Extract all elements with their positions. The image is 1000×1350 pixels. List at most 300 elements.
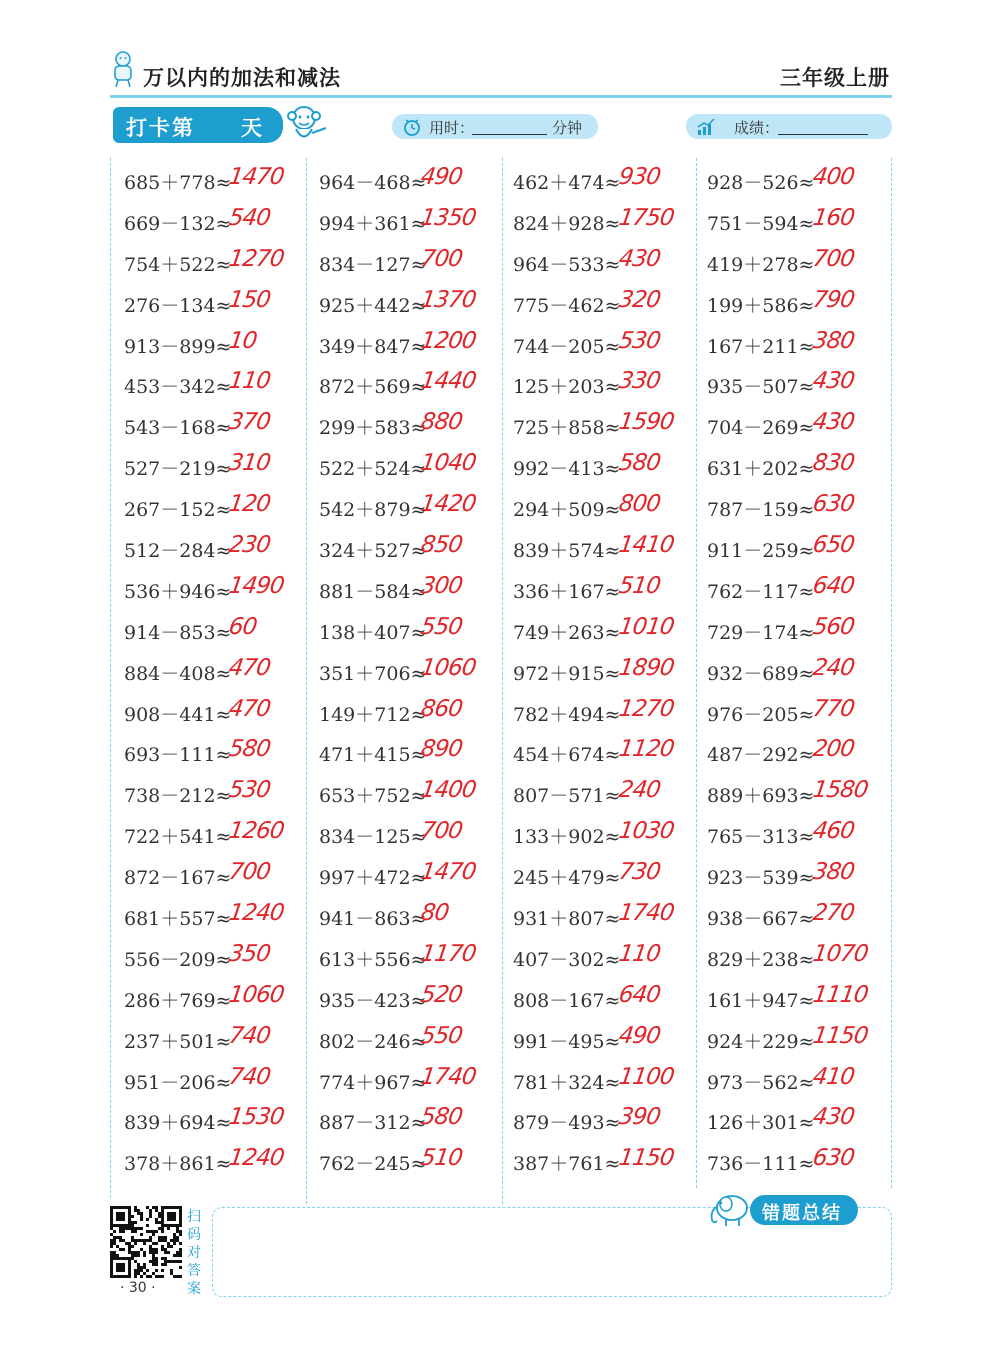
problem-row xyxy=(124,448,304,489)
handwritten-answer: 580 xyxy=(419,1104,464,1131)
problem-expression: 462＋474≈ xyxy=(513,172,621,194)
problem-expression: 911－259≈ xyxy=(707,540,815,563)
problem-row xyxy=(707,1021,887,1062)
handwritten-answer: 380 xyxy=(811,859,856,886)
handwritten-answer: 1440 xyxy=(419,368,478,395)
problem-expression: 872－167≈ xyxy=(124,867,232,890)
problem-row xyxy=(319,407,499,448)
handwritten-answer: 800 xyxy=(617,491,662,518)
problem-expression: 542＋879≈ xyxy=(319,499,427,522)
problem-row xyxy=(513,816,693,857)
handwritten-answer: 430 xyxy=(617,245,662,272)
problem-expression: 378＋861≈ xyxy=(124,1153,232,1176)
handwritten-answer: 1240 xyxy=(227,1145,286,1172)
problem-expression: 935－507≈ xyxy=(707,376,815,399)
problem-row xyxy=(707,162,887,203)
problem-expression: 964－468≈ xyxy=(319,172,427,194)
handwritten-answer: 550 xyxy=(419,1022,464,1049)
handwritten-answer: 330 xyxy=(617,368,662,395)
problem-row xyxy=(513,162,693,203)
handwritten-answer: 1400 xyxy=(419,777,478,804)
handwritten-answer: 1060 xyxy=(419,654,478,681)
handwritten-answer: 930 xyxy=(617,164,662,190)
problem-expression: 613＋556≈ xyxy=(319,948,427,971)
handwritten-answer: 10 xyxy=(227,327,259,354)
handwritten-answer: 560 xyxy=(811,613,856,640)
problem-expression: 839＋694≈ xyxy=(124,1112,232,1135)
problem-row xyxy=(124,694,304,735)
problem-row xyxy=(124,162,304,203)
problem-row xyxy=(707,571,887,612)
problem-expression: 935－423≈ xyxy=(319,989,427,1012)
handwritten-answer: 1740 xyxy=(419,1063,478,1090)
problem-row xyxy=(707,530,887,571)
problem-row xyxy=(124,285,304,326)
handwritten-answer: 850 xyxy=(419,532,464,559)
problem-row xyxy=(513,1062,693,1103)
problem-row xyxy=(513,1143,693,1184)
handwritten-answer: 240 xyxy=(811,654,856,681)
problem-row xyxy=(319,1102,499,1143)
problem-row xyxy=(319,612,499,653)
problem-row xyxy=(513,898,693,939)
problem-expression: 522＋524≈ xyxy=(319,458,427,481)
time-label: 用时： xyxy=(429,119,475,137)
header-divider xyxy=(110,95,892,98)
problem-expression: 138＋407≈ xyxy=(319,621,427,644)
problem-expression: 807－571≈ xyxy=(513,785,621,808)
problem-expression: 829＋238≈ xyxy=(707,948,815,971)
problem-row xyxy=(319,448,499,489)
problem-expression: 125＋203≈ xyxy=(513,376,621,399)
monkey-mascot-icon xyxy=(282,100,330,148)
problem-row xyxy=(319,939,499,980)
problem-expression: 782＋494≈ xyxy=(513,703,621,726)
problem-expression: 781＋324≈ xyxy=(513,1071,621,1094)
problem-expression: 454＋674≈ xyxy=(513,744,621,767)
handwritten-answer: 1120 xyxy=(617,736,676,763)
qr-code-icon xyxy=(110,1206,182,1278)
handwritten-answer: 700 xyxy=(227,859,272,886)
problem-row xyxy=(319,326,499,367)
problem-row xyxy=(707,407,887,448)
handwritten-answer: 470 xyxy=(227,654,272,681)
problem-expression: 908－441≈ xyxy=(124,703,232,726)
scan-for-answers-label: 扫码对答案 xyxy=(187,1209,201,1297)
problem-row xyxy=(124,1021,304,1062)
problem-expression: 744－205≈ xyxy=(513,335,621,358)
page-title: 万以内的加法和减法 xyxy=(143,66,341,90)
problem-expression: 161＋947≈ xyxy=(707,989,815,1012)
handwritten-answer: 1410 xyxy=(617,532,676,559)
problem-expression: 237＋501≈ xyxy=(124,1030,232,1053)
problem-row xyxy=(513,203,693,244)
handwritten-answer: 580 xyxy=(227,736,272,763)
problem-row xyxy=(707,816,887,857)
handwritten-answer: 410 xyxy=(811,1063,856,1090)
problem-expression: 914－853≈ xyxy=(124,621,232,644)
problem-expression: 749＋263≈ xyxy=(513,621,621,644)
handwritten-answer: 380 xyxy=(811,327,856,354)
problem-row xyxy=(513,694,693,735)
handwritten-answer: 520 xyxy=(419,981,464,1008)
handwritten-answer: 120 xyxy=(227,491,272,518)
handwritten-answer: 400 xyxy=(811,164,856,190)
handwritten-answer: 470 xyxy=(227,695,272,722)
problem-expression: 419＋278≈ xyxy=(707,253,815,276)
problem-row xyxy=(707,366,887,407)
problem-expression: 704－269≈ xyxy=(707,417,815,440)
problem-expression: 725＋858≈ xyxy=(513,417,621,440)
problem-row xyxy=(124,407,304,448)
problem-expression: 881－584≈ xyxy=(319,580,427,603)
handwritten-answer: 740 xyxy=(227,1022,272,1049)
problem-expression: 487－292≈ xyxy=(707,744,815,767)
problem-expression: 992－413≈ xyxy=(513,458,621,481)
problem-expression: 884－408≈ xyxy=(124,662,232,685)
problem-row xyxy=(124,244,304,285)
problem-row xyxy=(707,939,887,980)
problem-row xyxy=(124,1062,304,1103)
handwritten-answer: 270 xyxy=(811,900,856,927)
time-blank[interactable] xyxy=(472,134,547,135)
problem-expression: 167＋211≈ xyxy=(707,335,815,358)
handwritten-answer: 1420 xyxy=(419,491,478,518)
problem-row xyxy=(707,653,887,694)
handwritten-answer: 1750 xyxy=(617,204,676,231)
problem-expression: 681＋557≈ xyxy=(124,908,232,931)
handwritten-answer: 310 xyxy=(227,450,272,477)
problem-row xyxy=(319,653,499,694)
problem-expression: 669－132≈ xyxy=(124,212,232,235)
checkin-prefix: 打卡第 xyxy=(126,116,195,140)
problem-expression: 299＋583≈ xyxy=(319,417,427,440)
problem-row xyxy=(124,1102,304,1143)
handwritten-answer: 530 xyxy=(227,777,272,804)
problem-row xyxy=(124,489,304,530)
problem-row xyxy=(124,734,304,775)
problem-expression: 834－125≈ xyxy=(319,826,427,849)
problem-expression: 887－312≈ xyxy=(319,1112,427,1135)
problem-expression: 872＋569≈ xyxy=(319,376,427,399)
problem-expression: 924＋229≈ xyxy=(707,1030,815,1053)
problem-row xyxy=(513,285,693,326)
problem-row xyxy=(707,285,887,326)
problem-expression: 294＋509≈ xyxy=(513,499,621,522)
problem-expression: 938－667≈ xyxy=(707,908,815,931)
problem-expression: 133＋902≈ xyxy=(513,826,621,849)
handwritten-answer: 430 xyxy=(811,368,856,395)
problem-row xyxy=(319,571,499,612)
problem-row xyxy=(124,366,304,407)
problem-expression: 471＋415≈ xyxy=(319,744,427,767)
handwritten-answer: 1470 xyxy=(419,859,478,886)
problem-expression: 991－495≈ xyxy=(513,1030,621,1053)
handwritten-answer: 890 xyxy=(419,736,464,763)
problem-row xyxy=(319,1021,499,1062)
problem-row xyxy=(319,898,499,939)
problem-expression: 631＋202≈ xyxy=(707,458,815,481)
problem-expression: 808－167≈ xyxy=(513,989,621,1012)
problem-row xyxy=(707,244,887,285)
problem-row xyxy=(319,244,499,285)
problem-expression: 685＋778≈ xyxy=(124,172,232,194)
problem-row xyxy=(513,1102,693,1143)
problem-expression: 527－219≈ xyxy=(124,458,232,481)
problem-expression: 972＋915≈ xyxy=(513,662,621,685)
column-border-left xyxy=(110,158,111,1198)
handwritten-answer: 630 xyxy=(811,491,856,518)
handwritten-answer: 1100 xyxy=(617,1063,676,1090)
problem-row xyxy=(513,407,693,448)
handwritten-answer: 430 xyxy=(811,409,856,436)
problem-expression: 536＋946≈ xyxy=(124,580,232,603)
problem-row xyxy=(124,653,304,694)
problem-row xyxy=(707,448,887,489)
handwritten-answer: 80 xyxy=(419,900,451,927)
handwritten-answer: 650 xyxy=(811,532,856,559)
handwritten-answer: 860 xyxy=(419,695,464,722)
problem-expression: 889＋693≈ xyxy=(707,785,815,808)
problem-row xyxy=(513,366,693,407)
problem-column xyxy=(124,162,304,1184)
handwritten-answer: 1150 xyxy=(811,1022,870,1049)
problem-row xyxy=(707,898,887,939)
elephant-icon xyxy=(706,1188,750,1228)
problem-row xyxy=(124,857,304,898)
problem-expression: 964－533≈ xyxy=(513,253,621,276)
problem-row xyxy=(707,612,887,653)
handwritten-answer: 1590 xyxy=(617,409,676,436)
problem-row xyxy=(707,857,887,898)
problem-expression: 351＋706≈ xyxy=(319,662,427,685)
problem-row xyxy=(707,1143,887,1184)
problem-row xyxy=(124,775,304,816)
problem-row xyxy=(319,162,499,203)
handwritten-answer: 1110 xyxy=(811,981,870,1008)
column-separator xyxy=(502,158,503,1204)
handwritten-answer: 1260 xyxy=(227,818,286,845)
problem-expression: 931＋807≈ xyxy=(513,908,621,931)
handwritten-answer: 350 xyxy=(227,940,272,967)
handwritten-answer: 320 xyxy=(617,286,662,313)
problem-expression: 941－863≈ xyxy=(319,908,427,931)
problem-row xyxy=(319,1062,499,1103)
handwritten-answer: 640 xyxy=(617,981,662,1008)
handwritten-answer: 300 xyxy=(419,572,464,599)
handwritten-answer: 530 xyxy=(617,327,662,354)
problem-expression: 997＋472≈ xyxy=(319,867,427,890)
problem-row xyxy=(124,816,304,857)
problem-expression: 693－111≈ xyxy=(124,744,232,767)
column-border-right xyxy=(891,158,892,1188)
handwritten-answer: 390 xyxy=(617,1104,662,1131)
handwritten-answer: 1070 xyxy=(811,940,870,967)
problem-expression: 928－526≈ xyxy=(707,172,815,194)
handwritten-answer: 1010 xyxy=(617,613,676,640)
problem-row xyxy=(707,1102,887,1143)
bar-chart-icon xyxy=(696,117,716,137)
problem-expression: 543－168≈ xyxy=(124,417,232,440)
handwritten-answer: 700 xyxy=(419,245,464,272)
handwritten-answer: 580 xyxy=(617,450,662,477)
handwritten-answer: 490 xyxy=(419,164,464,190)
problem-row xyxy=(513,775,693,816)
problem-row xyxy=(513,326,693,367)
handwritten-answer: 1490 xyxy=(227,572,286,599)
problem-row xyxy=(707,775,887,816)
problem-row xyxy=(124,326,304,367)
handwritten-answer: 110 xyxy=(227,368,272,395)
handwritten-answer: 830 xyxy=(811,450,856,477)
handwritten-answer: 540 xyxy=(227,204,272,231)
mistake-summary-label: 错题总结 xyxy=(762,1203,842,1224)
problem-expression: 762－245≈ xyxy=(319,1153,427,1176)
problem-row xyxy=(513,980,693,1021)
handwritten-answer: 510 xyxy=(617,572,662,599)
problem-expression: 286＋769≈ xyxy=(124,989,232,1012)
problem-expression: 556－209≈ xyxy=(124,948,232,971)
handwritten-answer: 1040 xyxy=(419,450,478,477)
problem-row xyxy=(319,285,499,326)
handwritten-answer: 1740 xyxy=(617,900,676,927)
problem-expression: 824＋928≈ xyxy=(513,212,621,235)
problem-expression: 324＋527≈ xyxy=(319,540,427,563)
problem-row xyxy=(319,775,499,816)
problem-row xyxy=(513,244,693,285)
problem-expression: 754＋522≈ xyxy=(124,253,232,276)
problem-expression: 879－493≈ xyxy=(513,1112,621,1135)
problem-expression: 349＋847≈ xyxy=(319,335,427,358)
problem-row xyxy=(319,816,499,857)
problem-expression: 802－246≈ xyxy=(319,1030,427,1053)
problem-expression: 199＋586≈ xyxy=(707,294,815,317)
score-field xyxy=(686,114,892,139)
problem-expression: 722＋541≈ xyxy=(124,826,232,849)
handwritten-answer: 1030 xyxy=(617,818,676,845)
handwritten-answer: 550 xyxy=(419,613,464,640)
problem-row xyxy=(124,980,304,1021)
problem-row xyxy=(124,571,304,612)
score-label: 成绩： xyxy=(734,119,780,137)
column-separator xyxy=(696,158,697,1188)
problem-expression: 973－562≈ xyxy=(707,1071,815,1094)
problem-expression: 336＋167≈ xyxy=(513,580,621,603)
problem-row xyxy=(319,857,499,898)
handwritten-answer: 1270 xyxy=(617,695,676,722)
score-blank[interactable] xyxy=(778,134,868,135)
problem-column xyxy=(707,162,887,1184)
handwritten-answer: 110 xyxy=(617,940,662,967)
handwritten-answer: 1060 xyxy=(227,981,286,1008)
problem-expression: 126＋301≈ xyxy=(707,1112,815,1135)
problem-row xyxy=(707,694,887,735)
problem-expression: 653＋752≈ xyxy=(319,785,427,808)
problem-row xyxy=(319,203,499,244)
handwritten-answer: 640 xyxy=(811,572,856,599)
page-number: · 30 · xyxy=(120,1280,156,1296)
handwritten-answer: 160 xyxy=(811,204,856,231)
problem-expression: 834－127≈ xyxy=(319,253,427,276)
handwritten-answer: 1890 xyxy=(617,654,676,681)
handwritten-answer: 240 xyxy=(617,777,662,804)
clock-icon xyxy=(402,117,422,137)
handwritten-answer: 740 xyxy=(227,1063,272,1090)
problem-row xyxy=(319,489,499,530)
problem-row xyxy=(513,1021,693,1062)
problem-expression: 149＋712≈ xyxy=(319,703,427,726)
handwritten-answer: 1240 xyxy=(227,900,286,927)
problem-row xyxy=(707,980,887,1021)
problem-expression: 839＋574≈ xyxy=(513,540,621,563)
problem-row xyxy=(513,734,693,775)
problem-row xyxy=(513,489,693,530)
handwritten-answer: 700 xyxy=(811,245,856,272)
problem-row xyxy=(319,1143,499,1184)
problem-expression: 512－284≈ xyxy=(124,540,232,563)
problem-expression: 913－899≈ xyxy=(124,335,232,358)
handwritten-answer: 1530 xyxy=(227,1104,286,1131)
problem-row xyxy=(124,1143,304,1184)
problem-expression: 729－174≈ xyxy=(707,621,815,644)
handwritten-answer: 790 xyxy=(811,286,856,313)
problem-expression: 736－111≈ xyxy=(707,1153,815,1176)
problem-expression: 951－206≈ xyxy=(124,1071,232,1094)
problem-expression: 762－117≈ xyxy=(707,580,815,603)
problem-row xyxy=(124,612,304,653)
handwritten-answer: 730 xyxy=(617,859,662,886)
mascot-icon xyxy=(108,50,138,88)
problem-expression: 738－212≈ xyxy=(124,785,232,808)
handwritten-answer: 230 xyxy=(227,532,272,559)
time-field xyxy=(392,114,598,139)
problem-row xyxy=(513,448,693,489)
handwritten-answer: 200 xyxy=(811,736,856,763)
problem-row xyxy=(707,734,887,775)
handwritten-answer: 1580 xyxy=(811,777,870,804)
handwritten-answer: 370 xyxy=(227,409,272,436)
handwritten-answer: 460 xyxy=(811,818,856,845)
handwritten-answer: 1150 xyxy=(617,1145,676,1172)
problem-row xyxy=(513,857,693,898)
handwritten-answer: 1200 xyxy=(419,327,478,354)
problem-expression: 787－159≈ xyxy=(707,499,815,522)
handwritten-answer: 1170 xyxy=(419,940,478,967)
problem-expression: 774＋967≈ xyxy=(319,1071,427,1094)
problem-row xyxy=(513,653,693,694)
handwritten-answer: 880 xyxy=(419,409,464,436)
problem-row xyxy=(124,203,304,244)
handwritten-answer: 510 xyxy=(419,1145,464,1172)
problem-row xyxy=(707,1062,887,1103)
mistake-summary-tag xyxy=(750,1195,858,1225)
problem-expression: 925＋442≈ xyxy=(319,294,427,317)
column-separator xyxy=(306,158,307,1204)
problem-row xyxy=(513,571,693,612)
handwritten-answer: 1270 xyxy=(227,245,286,272)
time-unit: 分钟 xyxy=(552,119,583,137)
problem-row xyxy=(124,898,304,939)
problem-column xyxy=(319,162,499,1184)
checkin-suffix: 天 xyxy=(241,116,262,140)
handwritten-answer: 1370 xyxy=(419,286,478,313)
problem-expression: 751－594≈ xyxy=(707,212,815,235)
problem-row xyxy=(319,530,499,571)
problem-expression: 407－302≈ xyxy=(513,948,621,971)
problem-row xyxy=(707,326,887,367)
handwritten-answer: 700 xyxy=(419,818,464,845)
problem-expression: 245＋479≈ xyxy=(513,867,621,890)
